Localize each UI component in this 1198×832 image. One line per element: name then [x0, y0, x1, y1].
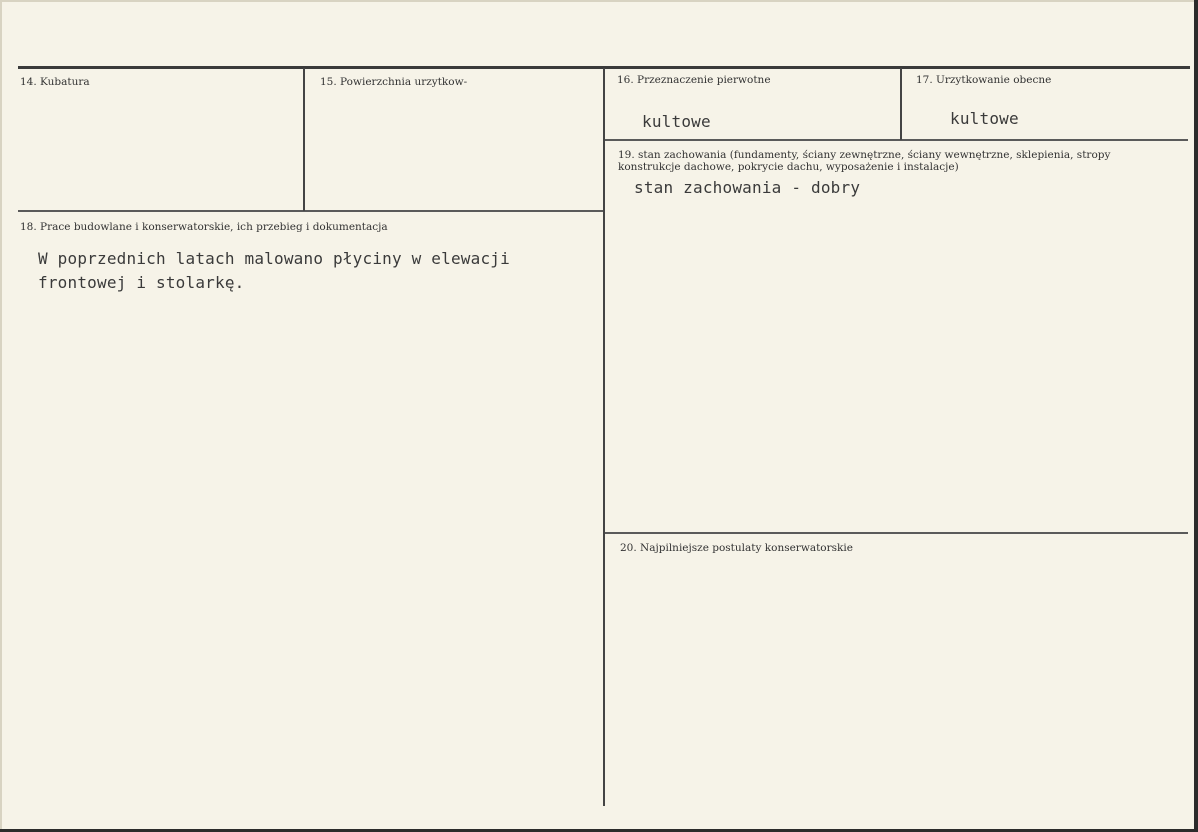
rule-19-bottom	[605, 532, 1188, 534]
center-divider	[603, 68, 605, 806]
field-16-value[interactable]: kultowe	[642, 112, 711, 131]
field-17-label: 17. Urzytkowanie obecne	[916, 74, 1052, 86]
field-15-label: 15. Powierzchnia urzytkow-	[320, 76, 468, 88]
divider-16-17	[900, 68, 902, 140]
rule-16-17-bottom	[605, 139, 1188, 141]
field-20-label: 20. Najpilniejsze postulaty konserwatorskie	[620, 542, 853, 554]
field-19-label: 19. stan zachowania (fundamenty, ściany zewnętrzne, ściany wewnętrzne, sklepienia, stropy konstrukcje dachowe, pokrycie dachu, wyposażenie i instalacje)	[618, 149, 1111, 173]
field-19-value[interactable]: stan zachowania - dobry	[634, 178, 861, 197]
field-18-label: 18. Prace budowlane i konserwatorskie, ich przebieg i dokumentacja	[20, 221, 388, 233]
divider-14-15	[303, 68, 305, 211]
card-edge-right	[1194, 0, 1198, 832]
field-17-value[interactable]: kultowe	[950, 109, 1019, 128]
rule-14-15-bottom	[18, 210, 603, 212]
field-18-value[interactable]: W poprzednich latach malowano płyciny w elewacji frontowej i stolarkę.	[38, 249, 510, 292]
field-14-label: 14. Kubatura	[20, 76, 90, 88]
field-16-label: 16. Przeznaczenie pierwotne	[617, 74, 771, 86]
